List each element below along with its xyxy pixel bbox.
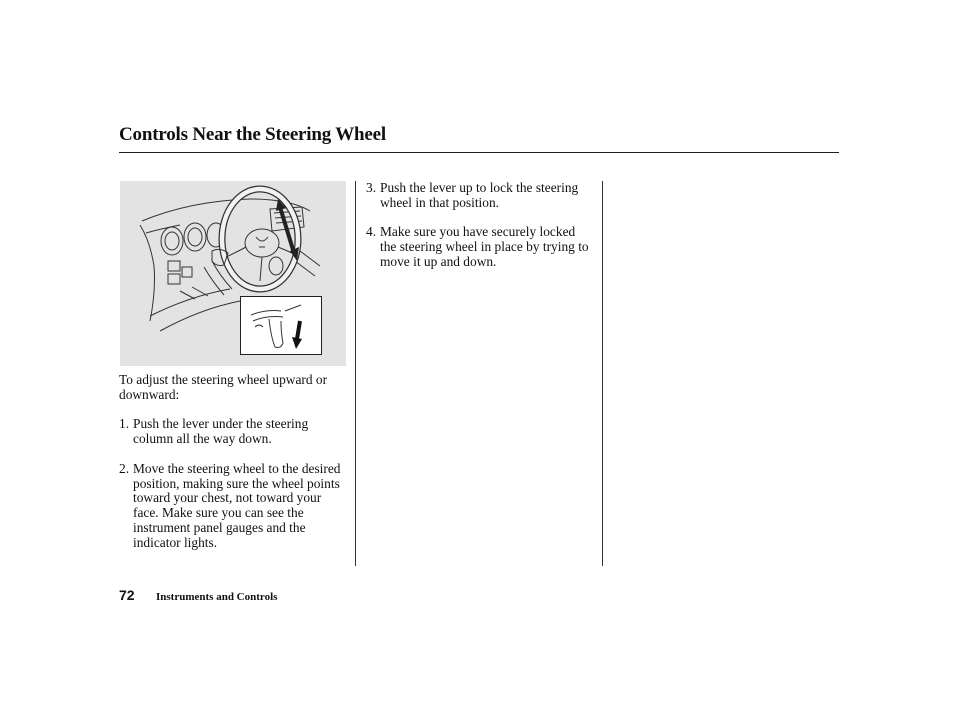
step-item — [119, 417, 349, 447]
step-item — [119, 462, 349, 551]
step-number: 3. — [366, 180, 377, 195]
step-text: Move the steering wheel to the desired position, making sure the wheel points toward your chest, not toward your face. Make sure you can see the instrument panel gauges and the indicator lights. — [133, 460, 341, 550]
step-item — [366, 225, 594, 269]
page-number: 72 — [119, 587, 135, 603]
lever-detail-drawing — [241, 297, 321, 354]
lever-detail-inset — [240, 296, 322, 355]
step-item — [366, 181, 594, 211]
column-divider-left — [355, 181, 356, 566]
right-column-text — [366, 181, 594, 285]
steering-wheel-illustration — [120, 181, 346, 366]
left-column-text — [119, 373, 349, 565]
step-number: 2. — [119, 460, 130, 476]
title-divider — [119, 152, 839, 153]
intro-paragraph: To adjust the steering wheel upward or downward: — [119, 372, 328, 402]
step-text: Push the lever under the steering column all the way down. — [133, 416, 309, 447]
step-text: Make sure you have securely locked the steering wheel in place by trying to move it up and down. — [380, 224, 589, 269]
step-number: 1. — [119, 416, 130, 432]
column-divider-right — [602, 181, 603, 566]
step-number: 4. — [366, 224, 377, 240]
page-title: Controls Near the Steering Wheel — [119, 124, 386, 145]
footer-section-name: Instruments and Controls — [156, 591, 278, 603]
step-text: Push the lever up to lock the steering wheel in that position. — [380, 180, 579, 210]
